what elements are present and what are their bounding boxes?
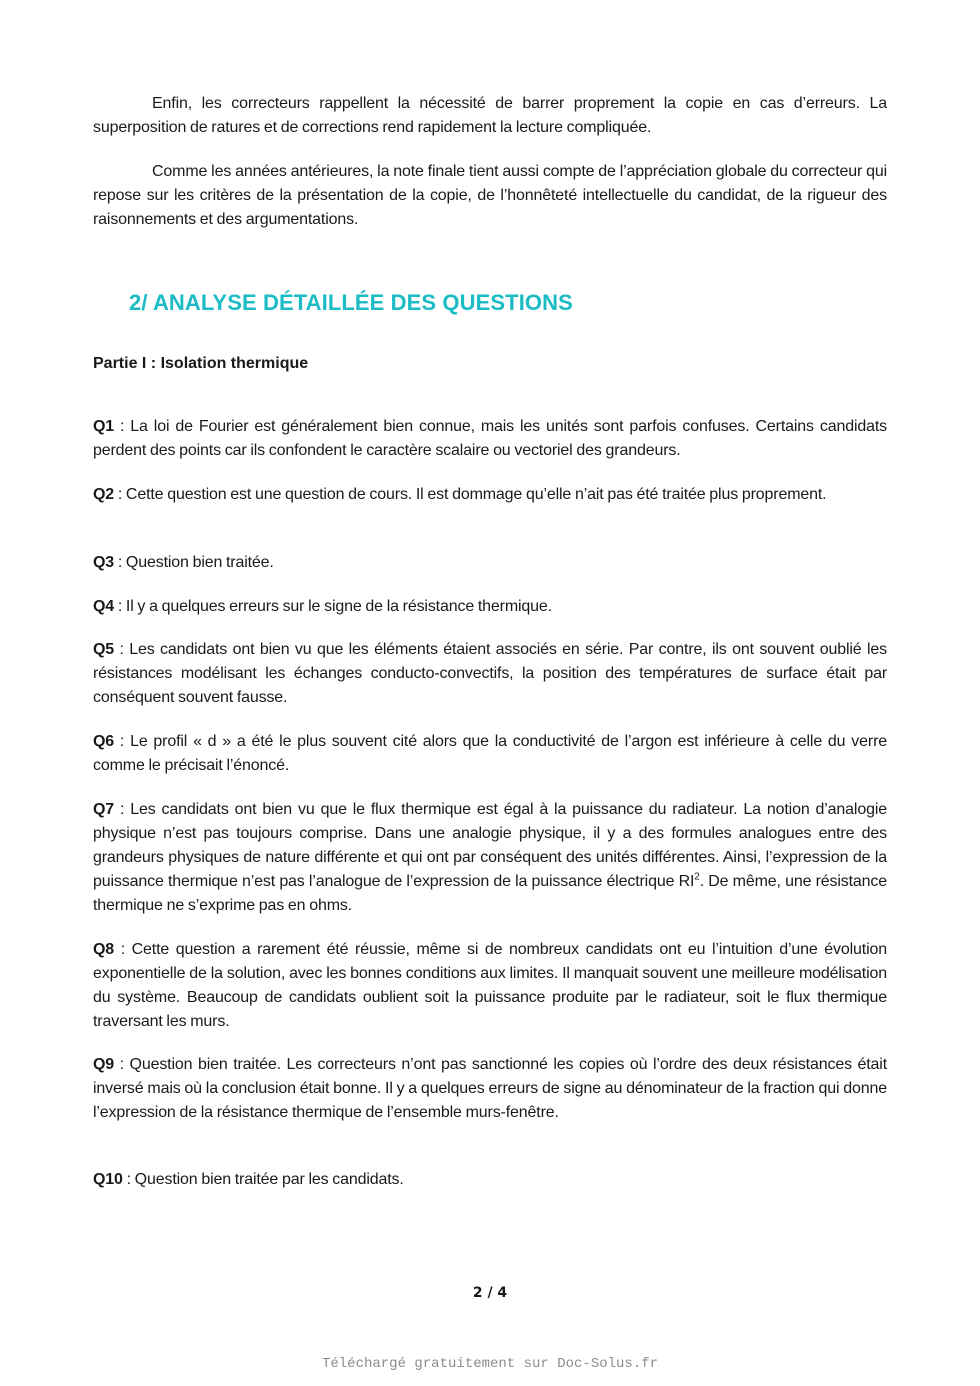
question-text: : Les candidats ont bien vu que le flux thermique est égal à la puissance du radiateur. La notion d’analogie physique n’est pas toujours comprise. Dans une analogie physique, il y a des formules analogues entre des grandeurs physiques de nature différente et qui ont par conséquent des unités différentes. Ainsi, l’expression de la puissance thermique n’est pas l’analogue de l’expression de la puissance électrique RI xyxy=(93,801,887,890)
question-q6 xyxy=(93,730,887,778)
question-label: Q3 xyxy=(93,554,115,571)
superscript: 2 xyxy=(694,871,700,883)
question-label: Q1 xyxy=(93,418,115,435)
question-q9 xyxy=(93,1053,887,1125)
question-label: Q4 xyxy=(93,598,115,615)
question-label: Q6 xyxy=(93,733,115,750)
intro-paragraph-2: Comme les années antérieures, la note finale tient aussi compte de l’appréciation globale du correcteur qui repose sur les critères de la présentation de la copie, de l’honnêteté intellectuelle du candidat, de la rigueur des raisonnements et des argumentations. xyxy=(93,163,887,228)
intro-paragraph-1: Enfin, les correcteurs rappellent la nécessité de barrer proprement la copie en cas d’erreurs. La superposition de ratures et de corrections rend rapidement la lecture compliquée. xyxy=(93,95,887,136)
question-label: Q10 xyxy=(93,1171,123,1188)
question-label: Q2 xyxy=(93,486,115,503)
question-text: : Cette question a rarement été réussie, même si de nombreux candidats ont eu l’intuition d’une évolution exponentielle de la solution, avec les bonnes conditions aux limites. Il manquait souvent une meilleure modélisation du système. Beaucoup de candidats oublient soit la puissance produite par le radiateur, soit le flux thermique traversant les murs. xyxy=(93,941,887,1030)
question-q2 xyxy=(93,483,887,507)
question-text-after: . De même, une résistance thermique ne s’exprime pas en ohms. xyxy=(93,873,887,914)
question-text: : Les candidats ont bien vu que les éléments étaient associés en série. Par contre, ils ont souvent oublié les résistances modélisant les échanges conducto-convectifs, la position des températures de surface était par conséquent souvent fausse. xyxy=(93,641,887,706)
question-q3 xyxy=(93,551,887,575)
question-text: : Question bien traitée. Les correcteurs n’ont pas sanctionné les copies où l’ordre des deux résistances était inversé mais où la conclusion était bonne. Il y a quelques erreurs de signe au dénominateur de la fraction qui donne l’expression de la résistance thermique de l’ensemble murs-fenêtre. xyxy=(93,1056,887,1121)
question-q10 xyxy=(93,1168,887,1192)
question-q7 xyxy=(93,798,887,918)
question-label: Q5 xyxy=(93,641,115,658)
question-label: Q7 xyxy=(93,801,115,818)
question-text: : Question bien traitée par les candidats. xyxy=(122,1171,404,1188)
question-q1 xyxy=(93,415,887,463)
section-heading: 2/ ANALYSE DÉTAILLÉE DES QUESTIONS xyxy=(129,290,573,315)
question-q5 xyxy=(93,638,887,710)
page-number: 2 / 4 xyxy=(472,1285,508,1301)
question-label: Q8 xyxy=(93,941,115,958)
question-text: : Question bien traitée. xyxy=(114,554,274,571)
question-q8 xyxy=(93,938,887,1034)
part-title: Partie I : Isolation thermique xyxy=(93,355,309,372)
question-text: : Il y a quelques erreurs sur le signe de la résistance thermique. xyxy=(114,598,552,615)
footer-download-notice: Téléchargé gratuitement sur Doc-Solus.fr xyxy=(321,1356,659,1372)
question-text: : Cette question est une question de cours. Il est dommage qu’elle n’ait pas été traitée plus proprement. xyxy=(114,486,827,503)
question-text: : La loi de Fourier est généralement bien connue, mais les unités sont parfois confuses. Certains candidats perdent des points car ils confondent le caractère scalaire ou vectoriel des grandeurs. xyxy=(93,418,887,459)
question-text: : Le profil « d » a été le plus souvent cité alors que la conductivité de l’argon est inférieure à celle du verre comme le précisait l’énoncé. xyxy=(93,733,887,774)
question-label: Q9 xyxy=(93,1056,115,1073)
question-q4 xyxy=(93,595,887,619)
